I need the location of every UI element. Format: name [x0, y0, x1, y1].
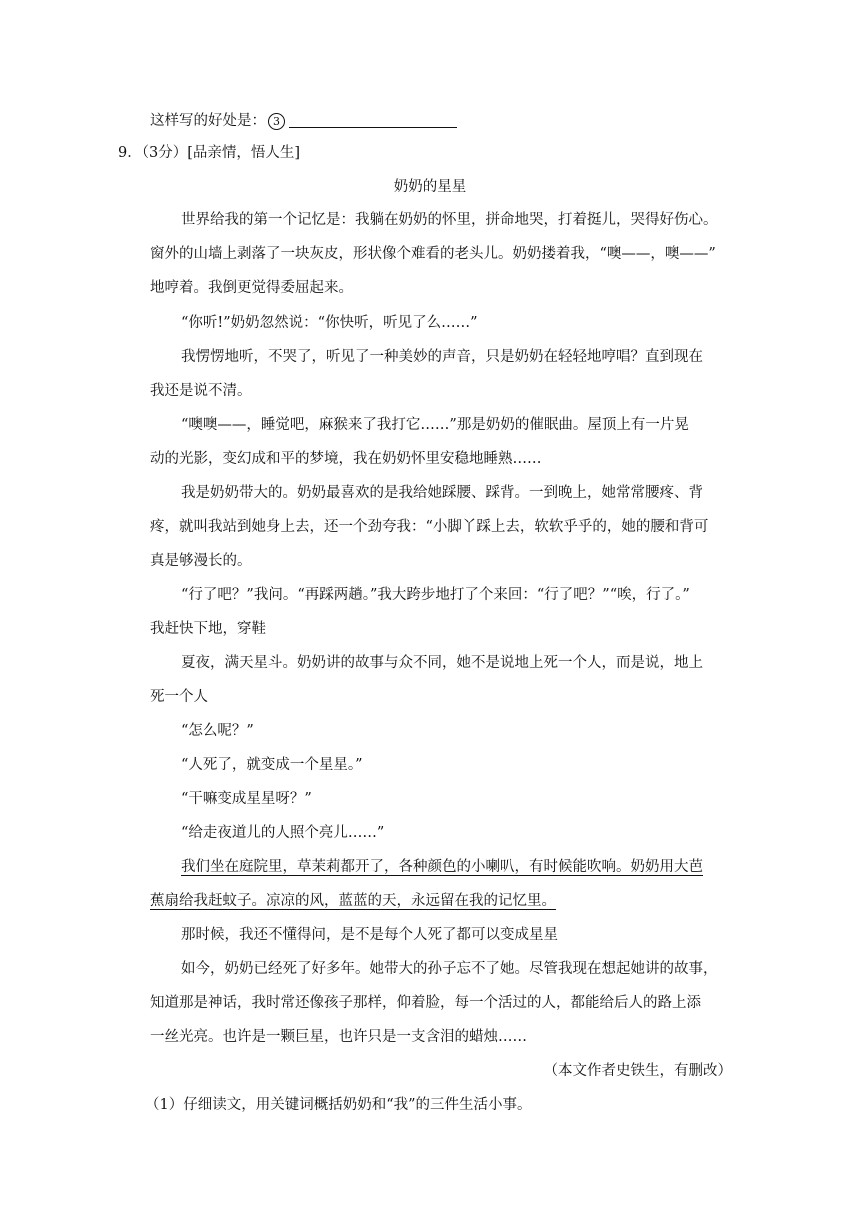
- sub-question: （1）仔细读文，用关键词概括奶奶和“我”的三件生活小事。: [145, 1097, 532, 1113]
- article-line: 窗外的山墙上剥落了一块灰皮，形状像个难看的老头儿。奶奶搂着我，“噢——，噢——”: [150, 246, 716, 262]
- article-line: “怎么呢？”: [181, 723, 254, 739]
- article-line: “干嘛变成星星呀？”: [181, 791, 312, 807]
- article-line: “给走夜道儿的人照个亮儿……”: [181, 825, 385, 841]
- article-line: 我赶快下地，穿鞋: [150, 621, 266, 637]
- article-line: 我是奶奶带大的。奶奶最喜欢的是我给她踩腰、踩背。一到晚上，她常常腰疼、背: [181, 485, 703, 501]
- circled-number-marker: 3: [268, 113, 285, 130]
- article-line: 我还是说不清。: [150, 383, 252, 399]
- article-line: 我愣愣地听，不哭了，听见了一种美妙的声音，只是奶奶在轻轻地哼唱？直到现在: [181, 349, 703, 365]
- underlined-passage-line: 蕉扇给我赶蚊子。凉凉的风，蓝蓝的天，永远留在我的记忆里。: [150, 893, 556, 909]
- article-line: 如今，奶奶已经死了好多年。她带大的孙子忘不了她。尽管我现在想起她讲的故事，: [181, 961, 718, 977]
- prev-answer-label: 这样写的好处是：: [150, 113, 266, 129]
- article-line: 动的光影，变幻成和平的梦境，我在奶奶怀里安稳地睡熟……: [150, 451, 542, 467]
- article-line: “人死了，就变成一个星星。”: [181, 757, 363, 773]
- article-line: “噢噢——，睡觉吧，麻猴来了我打它……”那是奶奶的催眠曲。屋顶上有一片晃: [181, 417, 689, 433]
- article-line: 疼，就叫我站到她身上去，还一个劲夸我：“小脚丫踩上去，软软乎乎的，她的腰和背可: [150, 519, 709, 535]
- answer-blank[interactable]: [289, 111, 457, 128]
- article-line: 死一个人: [150, 689, 208, 705]
- prev-answer-line: [150, 111, 457, 131]
- article-line: 那时候，我还不懂得问，是不是每个人死了都可以变成星星: [181, 927, 558, 943]
- question-header: 9．（3分）[品亲情，悟人生]: [118, 145, 301, 161]
- source-note: （本文作者史铁生，有删改）: [543, 1063, 732, 1079]
- article-line: “你听!”奶奶忽然说：“你快听，听见了么……”: [181, 315, 478, 331]
- underlined-passage-line: 我们坐在庭院里，草茉莉都开了，各种颜色的小喇叭，有时候能吹响。奶奶用大芭: [181, 859, 703, 875]
- article-line: 一丝光亮。也许是一颗巨星，也许只是一支含泪的蜡烛……: [150, 1029, 527, 1045]
- article-line: “行了吧？”我问。“再踩两趟。”我大跨步地打了个来回：“行了吧？”“唉，行了。”: [181, 587, 690, 603]
- article-line: 地哼着。我倒更觉得委屈起来。: [150, 280, 353, 296]
- article-line: 真是够漫长的。: [150, 553, 252, 569]
- article-line: 世界给我的第一个记忆是：我躺在奶奶的怀里，拼命地哭，打着挺儿，哭得好伤心。: [181, 212, 718, 228]
- article-line: 知道那是神话，我时常还像孩子那样，仰着脸，每一个活过的人，都能给后人的路上添: [150, 995, 701, 1011]
- article-title: 奶奶的星星: [393, 179, 467, 195]
- article-line: 夏夜，满天星斗。奶奶讲的故事与众不同，她不是说地上死一个人，而是说，地上: [181, 655, 703, 671]
